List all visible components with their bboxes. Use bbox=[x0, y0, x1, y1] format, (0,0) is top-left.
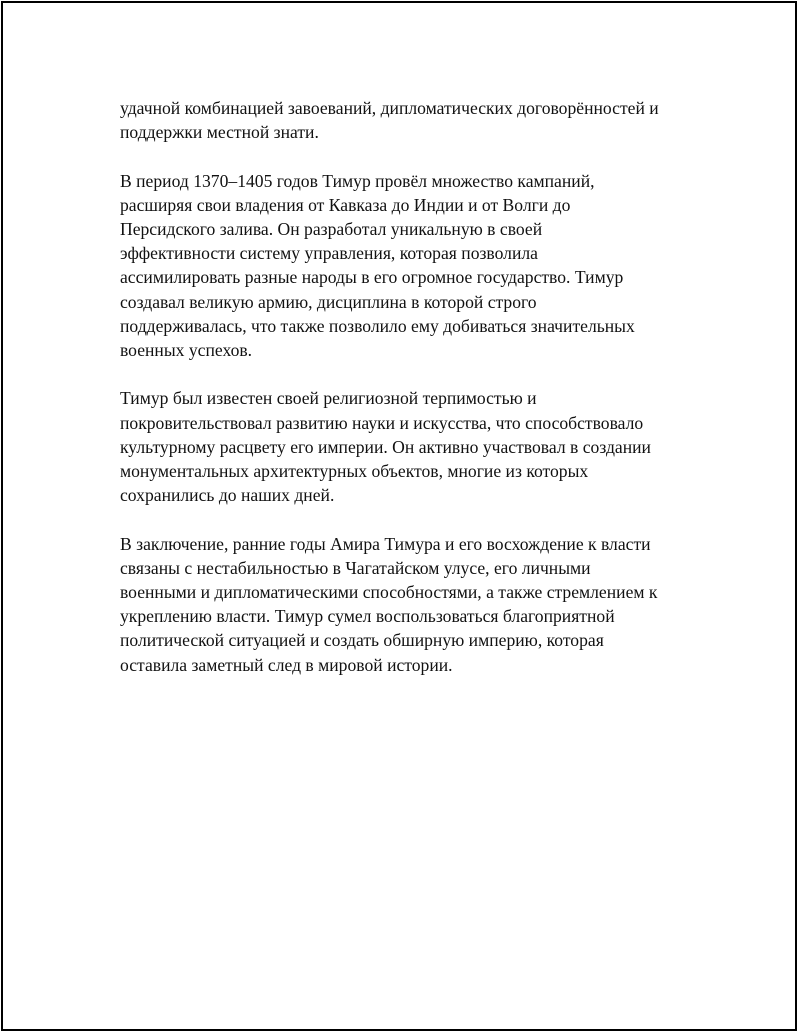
text-line: ассимилировать разные народы в его огромное государство. Тимур bbox=[120, 267, 624, 288]
paragraph-1 bbox=[120, 96, 700, 144]
text-line: военных успехов. bbox=[120, 340, 253, 361]
document-body bbox=[120, 96, 700, 701]
text-line: военными и дипломатическими способностями, а также стремлением к bbox=[120, 582, 658, 603]
text-line: укреплению власти. Тимур сумел воспользоваться благоприятной bbox=[120, 606, 615, 627]
paragraph-2 bbox=[120, 169, 700, 363]
text-line: расширяя свои владения от Кавказа до Индии и от Волги до bbox=[120, 194, 571, 215]
text-line: В заключение, ранние годы Амира Тимура и его восхождение к власти bbox=[120, 533, 651, 554]
text-line: Тимур был известен своей религиозной терпимостью и bbox=[120, 388, 537, 409]
text-line: политической ситуацией и создать обширную империю, которая bbox=[120, 630, 604, 651]
text-line: сохранились до наших дней. bbox=[120, 485, 335, 506]
text-line: покровительствовал развитию науки и искусства, что способствовало bbox=[120, 412, 644, 433]
text-line: монументальных архитектурных объектов, многие из которых bbox=[120, 461, 589, 482]
text-line: культурному расцвету его империи. Он активно участвовал в создании bbox=[120, 436, 651, 457]
text-line: связаны с нестабильностью в Чагатайском улусе, его личными bbox=[120, 557, 591, 578]
text-line: эффективности систему управления, которая позволила bbox=[120, 243, 538, 264]
text-line: удачной комбинацией завоеваний, дипломатических договорённостей и bbox=[120, 98, 659, 118]
text-line: создавал великую армию, дисциплина в которой строго bbox=[120, 291, 537, 312]
text-line: поддерживалась, что также позволило ему добиваться значительных bbox=[120, 315, 635, 336]
paragraph-3 bbox=[120, 386, 700, 507]
text-line: оставила заметный след в мировой истории. bbox=[120, 654, 453, 675]
text-line: поддержки местной знати. bbox=[120, 122, 319, 143]
document-page bbox=[1, 1, 797, 1031]
text-line: В период 1370–1405 годов Тимур провёл множество кампаний, bbox=[120, 170, 595, 191]
text-line: Персидского залива. Он разработал уникальную в своей bbox=[120, 219, 543, 239]
paragraph-4 bbox=[120, 532, 700, 677]
